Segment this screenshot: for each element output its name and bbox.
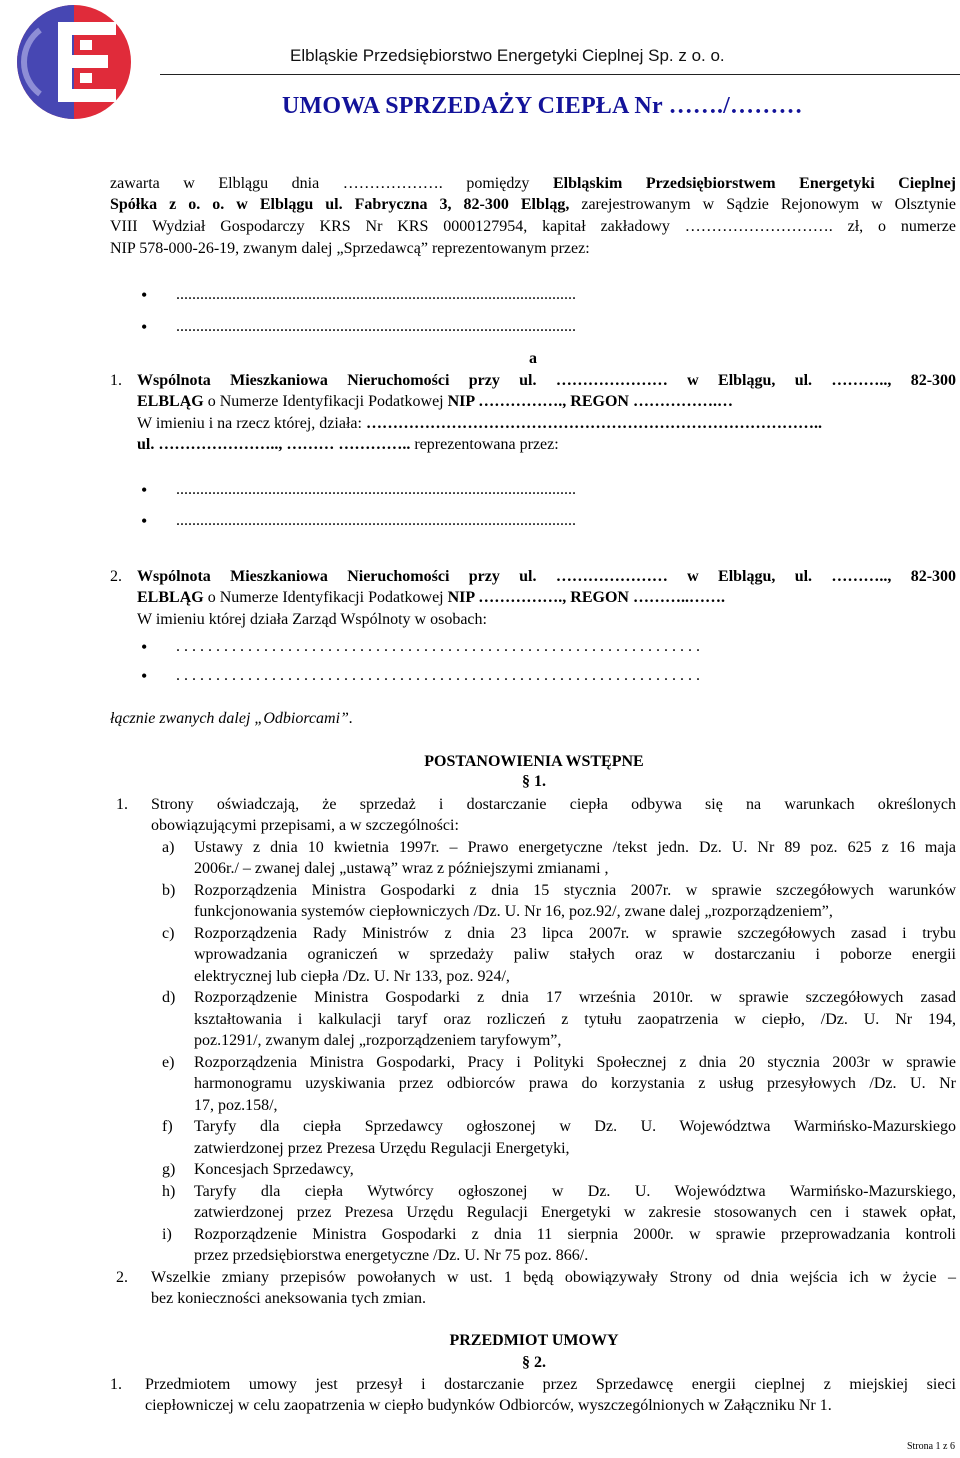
seller-rep-2: .................................................................................................... — [176, 318, 576, 335]
item-text: Przedmiotem umowy jest przesył i dostarczanie przez Sprzedawcę energii cieplnej z miejskiej sieci — [145, 1376, 956, 1393]
party1-nip-label: o Numerze Identyfikacji Podatkowej — [207, 393, 444, 410]
law-letter: d) — [162, 989, 176, 1006]
party2-city: w Elblągu, ul. — [687, 568, 813, 585]
section-heading: PRZEDMIOT UMOWY — [449, 1332, 619, 1349]
party1-line-1 — [137, 370, 956, 392]
law-letter: g) — [162, 1161, 176, 1178]
party2-name: Wspólnota Mieszkaniowa Nieruchomości przy ul. — [137, 568, 537, 585]
party1-street2-blank: ……….., — [831, 372, 892, 389]
contract-title: UMOWA SPRZEDAŻY CIEPŁA Nr ……./……… — [282, 93, 803, 119]
law-text: Rozporządzenie Ministra Gospodarki z dnia 11 sierpnia 2000r. w sprawie przeprowadzania kontroli — [194, 1226, 956, 1243]
law-text: 2006r./ – zwanej dalej „ustawą” wraz z późniejszymi zmianami , — [194, 860, 609, 877]
bullet-icon: • — [141, 511, 148, 531]
party2-board-label: W imieniu której działa Zarząd Wspólnoty w osobach: — [137, 611, 487, 628]
intro-line-1 — [110, 173, 956, 195]
item-text: Wszelkie zmiany przepisów powołanych w ust. 1 będą obowiązywały Strony od dnia wejścia ich w życie – — [151, 1269, 956, 1286]
intro-text: pomiędzy — [466, 175, 530, 192]
seller-address: Spółka z o. o. w Elblągu ul. Fabryczna 3, 82-300 Elbląg, — [110, 196, 570, 213]
party1-rep-1: .................................................................................................... — [176, 481, 576, 498]
together-clause: łącznie zwanych dalej „Odbiorcami”. — [110, 710, 353, 727]
bullet-icon: • — [141, 317, 148, 337]
law-text: 17, poz.158/, — [194, 1097, 278, 1114]
company-logo — [0, 0, 162, 128]
law-text: harmonogramu uzyskiwania przez odbiorców prawa do korzystania z usług przesyłowych /Dz. U. Nr — [194, 1075, 956, 1092]
law-text: Rozporządzenia Ministra Gospodarki z dnia 15 stycznia 2007r. w sprawie szczegółowych warunków — [194, 882, 956, 899]
law-text: elektrycznej lub ciepła /Dz. U. Nr 133, poz. 924/, — [194, 968, 510, 985]
law-letter: c) — [162, 925, 175, 942]
party2-line-2 — [137, 587, 725, 609]
law-text: Rozporządzenia Rady Ministrów z dnia 23 lipca 2007r. w sprawie szczegółowych zasad i trybu — [194, 925, 956, 942]
party2-street2-blank: ……….., — [831, 568, 892, 585]
law-text: Rozporządzenie Ministra Gospodarki z dnia 17 września 2010r. w sprawie szczegółowych zasad — [194, 989, 956, 1006]
party1-line-4 — [137, 434, 559, 456]
item-text: ciepłowniczej w celu zaopatrzenia w ciepło budynków Odbiorców, wyszczególnionych w Załączniku Nr 1. — [145, 1397, 832, 1414]
bullet-icon: • — [141, 637, 148, 657]
law-text: Taryfy dla ciepła Sprzedawcy ogłoszonej w Dz. U. Województwa Warmińsko-Mazurskiego — [194, 1118, 956, 1135]
party1-city2: ELBLĄG — [137, 393, 204, 410]
bullet-icon: • — [141, 480, 148, 500]
bullet-icon: • — [141, 666, 148, 686]
law-letter: i) — [162, 1226, 172, 1243]
law-text: Koncesjach Sprzedawcy, — [194, 1161, 354, 1178]
party2-nip: NIP ……………., — [447, 589, 567, 606]
law-letter: f) — [162, 1118, 173, 1135]
party2-board-1: . . . . . . . . . . . . . . . . . . . . . . . . . . . . . . . . . . . . . . . . . . . . . . . . . . . . . . . . . . . . . . . . . . — [176, 638, 700, 655]
party1-city: w Elblągu, ul. — [687, 372, 813, 389]
intro-text: zarejestrowanym w Sądzie Rejonowym w Olsztynie — [581, 196, 956, 213]
intro-line-4: NIP 578-000-26-19, zwanym dalej „Sprzedawcą” reprezentowanym przez: — [110, 240, 590, 257]
item-number: 2. — [116, 1269, 128, 1286]
party2-street-blank: ………………… — [555, 568, 668, 585]
party1-behalf-blank: ………………………………………………………………………….. — [365, 415, 822, 432]
intro-line-2 — [110, 194, 956, 216]
item-text: obowiązującymi przepisami, a w szczególności: — [151, 817, 459, 834]
party1-line-2 — [137, 391, 733, 413]
section-heading: POSTANOWIENIA WSTĘPNE — [424, 753, 644, 770]
item-text: Strony oświadczają, że sprzedaż i dostarczanie ciepła odbywa się na warunkach określonych — [151, 796, 956, 813]
law-letter: e) — [162, 1054, 175, 1071]
header-rule — [160, 74, 960, 75]
law-text: Taryfy dla ciepła Wytwórcy ogłoszonej w Dz. U. Województwa Warmińsko-Mazurskiego, — [194, 1183, 956, 1200]
law-letter: b) — [162, 882, 176, 899]
seller-rep-1: .................................................................................................... — [176, 286, 576, 303]
party1-nip: NIP ……………., — [447, 393, 567, 410]
item-number: 1. — [110, 1376, 122, 1393]
intro-text: zawarta w Elblągu dnia ………………. — [110, 175, 443, 192]
law-text: Ustawy z dnia 10 kwietnia 1997r. – Prawo energetyczne /tekst jedn. Dz. U. Nr 89 poz. 625 z 16 maja — [194, 839, 956, 856]
party2-regon: REGON ………..……. — [570, 589, 725, 606]
item-number: 1. — [116, 796, 128, 813]
company-name: Elbląskie Przedsiębiorstwo Energetyki Cieplnej Sp. z o. o. — [290, 46, 725, 65]
law-text: poz.1291/, zwanym dalej „rozporządzeniem taryfowym”, — [194, 1032, 562, 1049]
party1-postcode: 82-300 — [910, 372, 957, 389]
law-text: Rozporządzenia Ministra Gospodarki, Pracy i Polityki Społecznej z dnia 20 stycznia 2003r w sprawie — [194, 1054, 956, 1071]
party1-street-blank: ………………… — [555, 372, 668, 389]
item-text: bez konieczności aneksowania tych zmian. — [151, 1290, 426, 1307]
party2-line-1 — [137, 566, 956, 588]
law-text: zatwierdzonej przez Prezesa Urzędu Regulacji Energetyki w zakresie stosowanych cen i stawek opłat, — [194, 1204, 956, 1221]
section-paragraph: § 2. — [522, 1354, 546, 1371]
party1-name: Wspólnota Mieszkaniowa Nieruchomości przy ul. — [137, 372, 537, 389]
law-letter: a) — [162, 839, 175, 856]
law-letter: h) — [162, 1183, 176, 1200]
intro-line-3: VIII Wydział Gospodarczy KRS Nr KRS 0000127954, kapitał zakładowy ………………………. zł, o numerze — [110, 218, 956, 235]
bullet-icon: • — [141, 285, 148, 305]
party2-number: 2. — [110, 568, 122, 585]
party1-rep-label: reprezentowana przez: — [414, 436, 559, 453]
law-text: funkcjonowania systemów ciepłowniczych /Dz. U. Nr 16, poz.92/, zwane dalej „rozporządzeniem”, — [194, 903, 833, 920]
party1-line-3 — [137, 413, 822, 435]
party2-city2: ELBLĄG — [137, 589, 204, 606]
party2-board-2: . . . . . . . . . . . . . . . . . . . . . . . . . . . . . . . . . . . . . . . . . . . . . . . . . . . . . . . . . . . . . . . . . . — [176, 667, 700, 684]
page-number: Strona 1 z 6 — [906, 1441, 955, 1452]
party1-regon: REGON …………….… — [570, 393, 733, 410]
seller-name: Elbląskim Przedsiębiorstwem Energetyki Cieplnej — [552, 175, 957, 192]
law-text: kształtowania i kalkulacji taryf oraz rozliczeń z tytułu zaopatrzenia w ciepło, /Dz. U. Nr 194, — [194, 1011, 956, 1028]
party2-nip-label: o Numerze Identyfikacji Podatkowej — [207, 589, 444, 606]
law-text: wprowadzania ograniczeń w sprzedaży paliw stałych oraz w dostarczaniu i poborze energii — [194, 946, 956, 963]
party2-postcode: 82-300 — [910, 568, 957, 585]
conjunction: a — [529, 350, 537, 367]
section-paragraph: § 1. — [522, 773, 546, 790]
law-text: zatwierdzonej przez Prezesa Urzędu Regulacji Energetyki, — [194, 1140, 570, 1157]
party1-rep-2: .................................................................................................... — [176, 512, 576, 529]
party1-number: 1. — [110, 372, 122, 389]
party1-address: ul. ………………….., ……… ………….. — [137, 436, 411, 453]
party1-behalf-label: W imieniu i na rzecz której, działa: — [137, 415, 362, 432]
law-text: przez przedsiębiorstwa energetyczne /Dz. U. Nr 75 poz. 866/. — [194, 1247, 589, 1264]
